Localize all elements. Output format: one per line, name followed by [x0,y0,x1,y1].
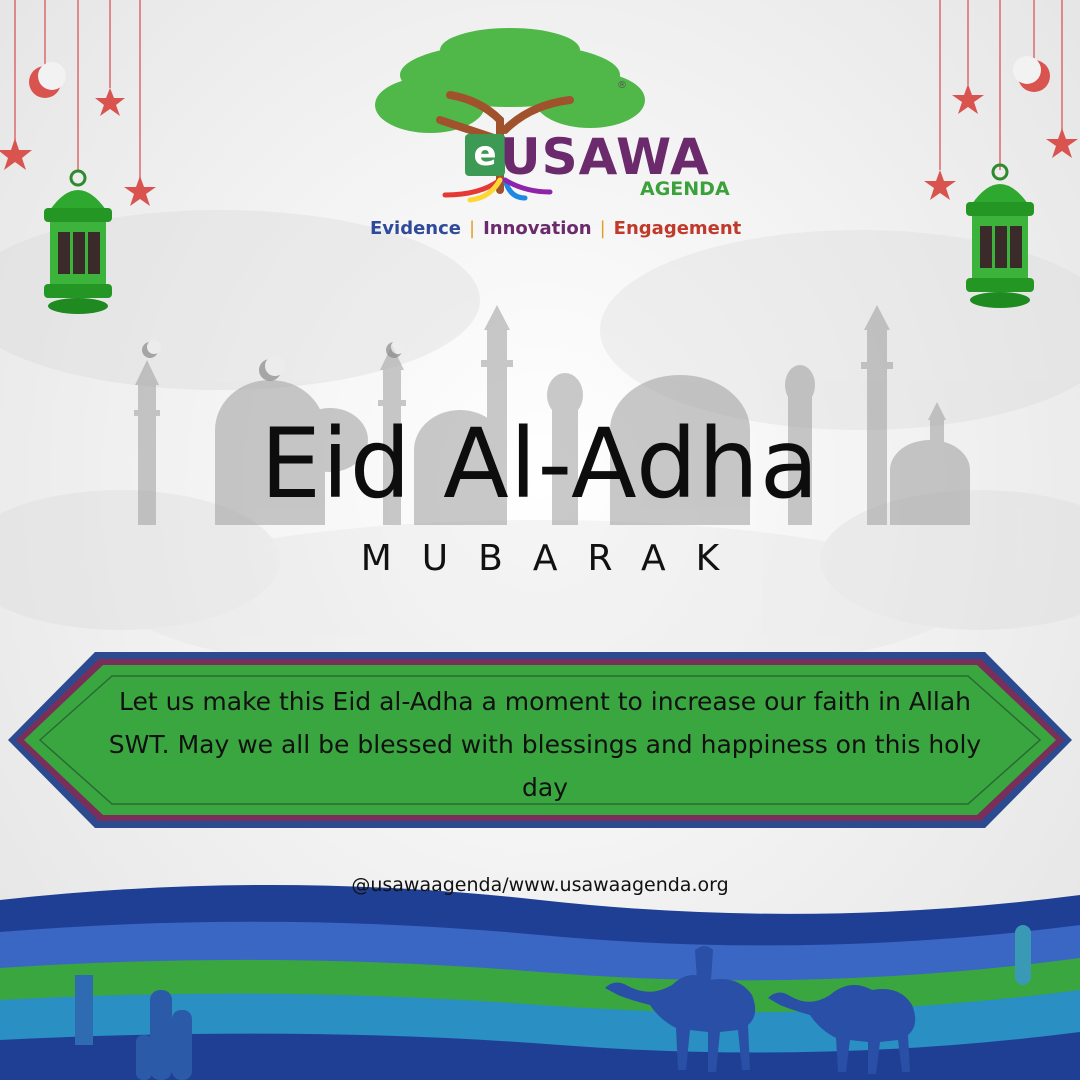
banner-message: Let us make this Eid al-Adha a moment to increase our faith in Allah SWT. May we all be blessed with blessings and happiness on this holy day [108,687,982,802]
lantern-icon [966,165,1034,308]
page-title: Eid Al-Adha [260,408,820,520]
tagline-separator: | [468,218,476,239]
crescent-icon [29,62,66,98]
star-icon [924,84,1078,200]
page-subtitle: MUBARAK [360,538,750,579]
social-handle: @usawaagenda/www.usawaagenda.org [351,874,729,896]
brand-e-letter: e [465,134,505,176]
tagline [370,218,741,239]
tagline-engagement: Engagement [613,218,742,239]
lantern-icon [44,171,112,314]
brand-name: USAWA [500,128,710,186]
tagline-separator: | [599,218,606,239]
brand-sub: AGENDA [640,178,730,200]
tagline-innovation: Innovation [483,218,592,239]
registered-mark: ® [617,80,627,91]
crescent-icon [1013,56,1050,92]
tagline-evidence: Evidence [370,218,461,239]
